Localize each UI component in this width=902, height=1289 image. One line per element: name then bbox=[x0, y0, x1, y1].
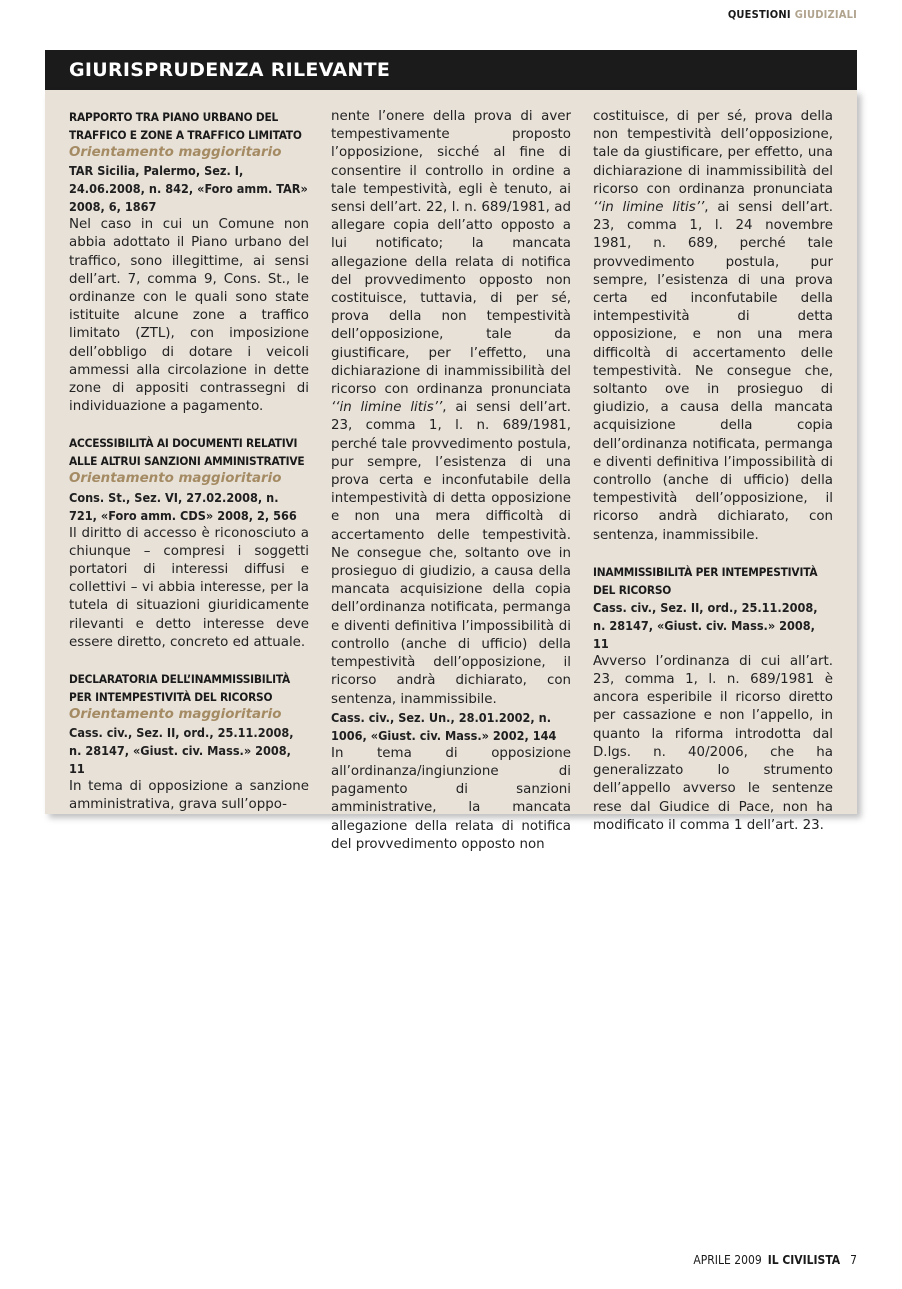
flow-text-part2: nente l’onere della prova di aver tempestivamente proposto l’opposizione, sicché al fine di consentire il controllo in ordine a tale tempestività, egli è tenuto, ai sensi dell’art. 22, l. n. 689/1981, ad allegare copia dell’atto opposto a lui notificato; la mancata allegazione della relata di notifica del provvedimento opposto non costituisce, tuttavia, di per sé, prova della non tempestività dell’opposizione, tale da giustificare, per l’effetto, una dichiarazione di inammissibilità del ricorso con ordinanza pronunciata ‘‘in limine litis’’, ai sensi dell’art. 23, comma 1, l. n. 689/1981, perché tale provvedimento postula, pur sempre, l’esistenza di una prova certa e inconfutabile della intempestività di detta opposizione e non una mera difficoltà di accertamento delle tempestività. Ne consegue che, soltanto ove in prosieguo di giudizio, a causa della mancata acquisizione della copia dell’ordinanza notificata, permanga e diventi definitiva l’impossibilità di controllo (anche di ufficio) della tempestività dell’opposizione, il ricorso andrà dichiarato, con sentenza, inammissibile. bbox=[331, 109, 571, 707]
content-panel bbox=[45, 90, 857, 852]
orientation-label: Orientamento maggioritario bbox=[69, 145, 282, 160]
section-title: DECLARATORIA DELL’INAMMISSIBILITÀ PER INTEMPESTIVITÀ DEL RICORSO bbox=[69, 672, 290, 705]
column-1 bbox=[69, 108, 309, 815]
citation: Cass. civ., Sez. II, ord., 25.11.2008, n. 28147, «Giust. civ. Mass.» 2008, 11 bbox=[593, 599, 818, 651]
page-number: 7 bbox=[850, 1253, 857, 1267]
banner-title: GIURISPRUDENZA RILEVANTE bbox=[45, 50, 857, 90]
issue-date: APRILE 2009 bbox=[693, 1253, 762, 1267]
section-title: INAMMISSIBILITÀ PER INTEMPESTIVITÀ DEL RICORSO bbox=[593, 564, 818, 597]
column-2 bbox=[331, 108, 571, 854]
citation: TAR Sicilia, Palermo, Sez. I, 24.06.2008, n. 842, «Foro amm. TAR» 2008, 6, 1867 bbox=[69, 163, 308, 215]
section-header bbox=[728, 8, 857, 21]
flow-text-part4: costituisce, di per sé, prova della non tempestività dell’opposizione, tale da giustificare, per effetto, una dichiarazione di inammissibilità del ricorso con ordinanza pronunciata ‘‘in limine litis’’, ai sensi dell’art. 23, comma 1, l. 24 novembre 1981, n. 689, perché tale provvedimento postula, pur sempre, l’esistenza di una prova certa ed inconfutabile della intempestività di detta opposizione, e non una mera difficoltà di accertamento delle tempestività. Ne consegue che, soltanto ove in prosieguo di giudizio, a causa della mancata acquisizione della copia dell’ordinanza notificata, permanga e diventi definitiva l’impossibilità di controllo (anche di ufficio) della tempestività dell’opposizione, il ricorso andrà dichiarato, con sentenza, inammissibile. bbox=[593, 109, 833, 543]
flow-text-part1: In tema di opposizione a sanzione amministrativa, grava sull’oppo- bbox=[69, 779, 309, 813]
section-header-main: QUESTIONI bbox=[727, 8, 791, 21]
magazine-name: IL CIVILISTA bbox=[767, 1253, 841, 1267]
citation: Cons. St., Sez. VI, 27.02.2008, n. 721, «Foro amm. CDS» 2008, 2, 566 bbox=[69, 489, 297, 523]
column-3 bbox=[593, 108, 833, 835]
flow-text-part3: In tema di opposizione all’ordinanza/ingiunzione di pagamento di sanzioni amministrative, la mancata allegazione della relata di notifica del provvedimento opposto non bbox=[331, 745, 571, 852]
orientation-label: Orientamento maggioritario bbox=[69, 707, 282, 723]
citation: Cass. civ., Sez. II, ord., 25.11.2008, n. 28147, «Giust. civ. Mass.» 2008, 11 bbox=[69, 725, 294, 777]
section-text: Avverso l’ordinanza di cui all’art. 23, comma 1, l. n. 689/1981 è ancora esperibile il ricorso diretto per cassazione e non l’appello, in quanto la riforma introdotta dal D.lgs. n. 40/2006, che ha generalizzato lo strumento dell’appello avverso le sentenze rese dal Giudice di Pace, non ha modificato il comma 1 dell’art. 23. bbox=[593, 653, 833, 833]
page-footer bbox=[693, 1253, 857, 1267]
section-header-sub: GIUDIZIALI bbox=[794, 8, 857, 21]
section-title: RAPPORTO TRA PIANO URBANO DEL TRAFFICO E ZONE A TRAFFICO LIMITATO bbox=[69, 110, 302, 142]
section-text: Il diritto di accesso è riconosciuto a chiunque – compresi i soggetti portatori di interessi diffusi e collettivi – vi abbia interesse, per la tutela di situazioni giuridicamente rilevanti e detto interesse deve essere diretto, concreto ed attuale. bbox=[69, 525, 309, 650]
section-title: ACCESSIBILITÀ AI DOCUMENTI RELATIVI ALLE ALTRUI SANZIONI AMMINISTRATIVE bbox=[69, 436, 305, 469]
citation: Cass. civ., Sez. Un., 28.01.2002, n. 1006, «Giust. civ. Mass.» 2002, 144 bbox=[331, 709, 557, 743]
section-text: Nel caso in cui un Comune non abbia adottato il Piano urbano del traffico, sono illegittime, ai sensi dell’art. 7, comma 9, Cons. St., le ordinanze con le quali sono state istituite alcune zone a traffico limitato (ZTL), con imposizione dell’obbligo di dotare i veicoli ammessi alla circolazione in dette zone di appositi contrassegni di individuazione a pagamento. bbox=[69, 217, 309, 415]
orientation-label: Orientamento maggioritario bbox=[69, 471, 282, 487]
